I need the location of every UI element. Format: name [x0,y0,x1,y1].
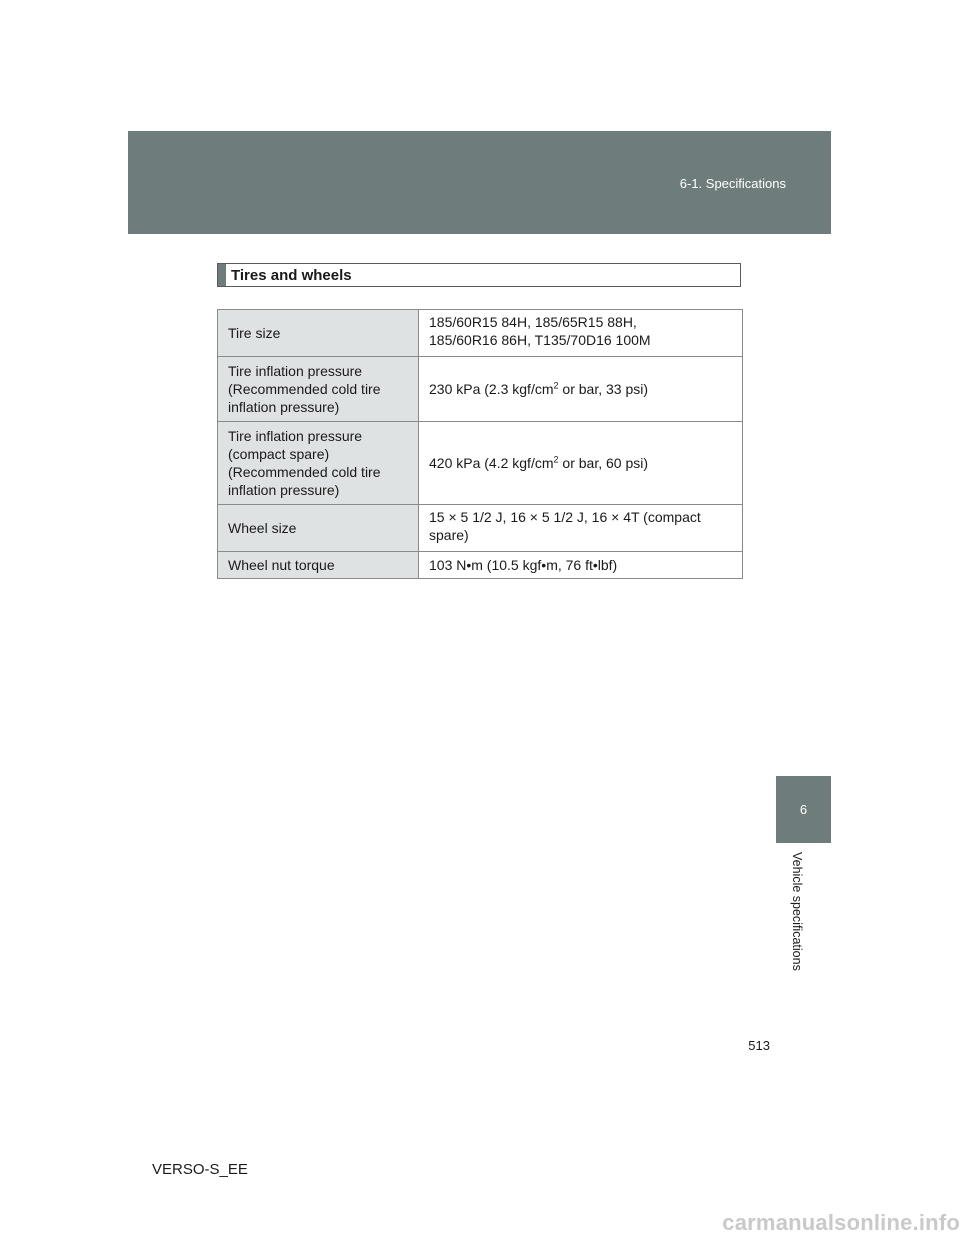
label-line: (Recommended cold tire [228,381,381,397]
spec-value [419,310,743,357]
label-line: Wheel size [228,520,297,536]
spec-value [419,357,743,422]
chapter-number: 6 [799,802,808,817]
table-row [218,505,743,552]
spec-table [217,309,743,579]
table-row [218,552,743,579]
label-line: inflation pressure) [228,399,340,415]
value-superscript: 2 [553,380,559,391]
spec-value [419,552,743,579]
label-line: (compact spare) [228,446,330,462]
value-text: or bar, 60 psi) [558,455,649,471]
header-band [128,131,831,234]
value-text: 420 kPa (4.2 kgf/cm [429,455,554,471]
chapter-title: Vehicle specifications [790,852,804,971]
label-line: (Recommended cold tire [228,464,381,480]
spec-label [218,310,419,357]
table-row [218,310,743,357]
spec-label [218,505,419,552]
spec-value [419,422,743,505]
watermark-text: carmanualsonline.info [722,1210,960,1235]
label-line: Tire size [228,325,281,341]
chapter-tab [776,776,831,843]
value-superscript: 2 [553,454,559,465]
spec-label [218,357,419,422]
value-line: 15 × 5 1/2 J, 16 × 5 1/2 J, 16 × 4T (compact [429,509,701,525]
value-line: 185/60R16 86H, T135/70D16 100M [429,332,651,348]
model-code: VERSO-S_EE [152,1161,248,1178]
section-heading [217,263,741,287]
table-row [218,357,743,422]
value-line: 185/60R15 84H, 185/65R15 88H, [429,314,637,330]
value-line: spare) [429,527,469,543]
label-line: inflation pressure) [228,482,340,498]
page-number: 513 [748,1038,770,1053]
spec-label [218,422,419,505]
heading-marker [218,264,226,286]
spec-label [218,552,419,579]
value-text: 230 kPa (2.3 kgf/cm [429,381,554,397]
section-title: Tires and wheels [231,266,352,284]
value-text: or bar, 33 psi) [558,381,649,397]
value-line: 103 N•m (10.5 kgf•m, 76 ft•lbf) [429,557,618,573]
table-row [218,422,743,505]
label-line: Wheel nut torque [228,557,335,573]
header-section-title: 6-1. Specifications [679,176,786,191]
label-line: Tire inflation pressure [228,363,363,379]
spec-value [419,505,743,552]
label-line: Tire inflation pressure [228,428,363,444]
